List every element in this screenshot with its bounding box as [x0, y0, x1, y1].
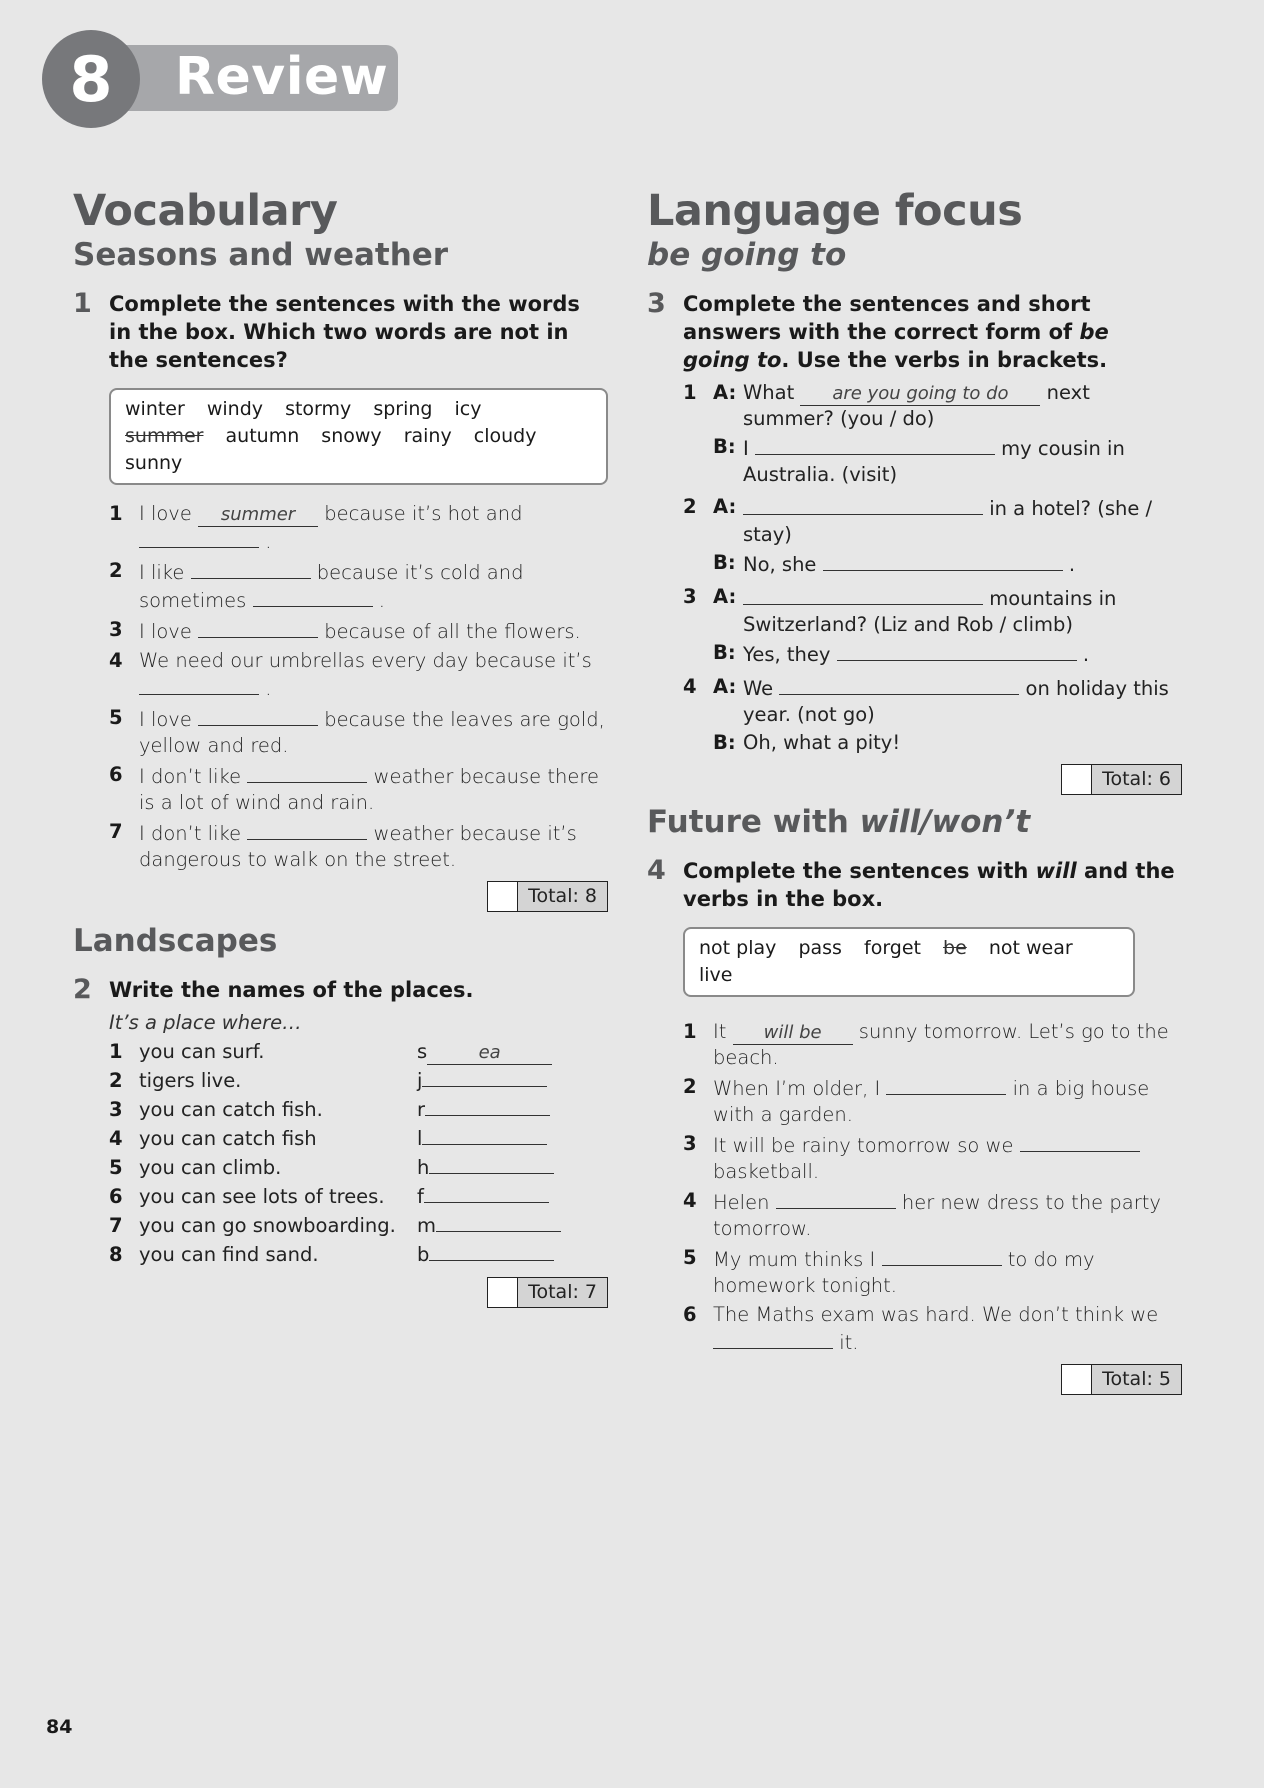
box-word: not wear [988, 937, 1073, 959]
item-number: 2 [109, 1069, 123, 1092]
dialogue-text: I my cousin in Australia. (visit) [743, 434, 1182, 488]
answer-blank[interactable] [743, 584, 983, 605]
box-word: autumn [225, 425, 300, 447]
item-question: you can catch fish. [139, 1098, 323, 1121]
item-number: 1 [683, 381, 697, 404]
answer-blank[interactable] [253, 586, 373, 607]
speaker-label: B: [713, 551, 736, 574]
speaker-label: A: [713, 495, 737, 518]
exercise-instruction: Complete the sentences with the words in the box. Which two words are not in the sentences? [109, 292, 580, 372]
exercise-instruction: Complete the sentences and short answers with the correct form of be going to. Use the verbs in brackets. [683, 292, 1109, 372]
item-question: you can see lots of trees. [139, 1185, 385, 1208]
dialogue-line [683, 640, 1182, 668]
item-number: 4 [683, 1189, 697, 1212]
item-answer: b [417, 1240, 554, 1269]
exercise-2-items [109, 1008, 608, 1269]
word-box [109, 388, 608, 485]
unit-banner [42, 30, 398, 128]
exercise-number: 2 [73, 974, 92, 1005]
vocabulary-subheading: Seasons and weather [73, 237, 449, 273]
answer-blank[interactable] [1020, 1131, 1140, 1152]
item-answer: j [417, 1066, 547, 1095]
item-number: 8 [109, 1243, 123, 1266]
box-word: pass [798, 937, 842, 959]
item-number: 3 [109, 618, 123, 641]
exercise-3-header [647, 290, 1182, 374]
exercise-4-header [647, 857, 1182, 913]
place-item [109, 1211, 608, 1240]
exercise-item [683, 1188, 1182, 1242]
exercise-number: 1 [73, 288, 92, 319]
exercise-intro: It’s a place where… [109, 1011, 302, 1034]
answer-blank[interactable] [886, 1074, 1006, 1095]
language-focus-heading: Language focus [647, 186, 1023, 236]
box-word: spring [373, 398, 433, 420]
exercise-4-items [683, 1019, 1182, 1356]
page-number: 84 [46, 1716, 73, 1738]
answer-blank[interactable] [823, 550, 1063, 571]
language-focus-subheading: be going to [647, 237, 847, 273]
box-word: not play [699, 937, 777, 959]
item-number: 3 [683, 585, 697, 608]
score-total [647, 1364, 1182, 1395]
dialogue-text: mountains in Switzerland? (Liz and Rob / climb) [743, 584, 1182, 638]
exercise-3-dialogues [683, 380, 1182, 756]
box-word: rainy [403, 425, 452, 447]
answer-blank[interactable] [429, 1153, 554, 1174]
dialogue-line [683, 380, 1182, 432]
item-answer: l [417, 1124, 547, 1153]
answer-blank[interactable] [247, 762, 367, 783]
dialogue-text: We on holiday this year. (not go) [743, 674, 1182, 728]
exercise-item [109, 501, 608, 555]
score-total [73, 881, 608, 912]
answer-blank[interactable]: ea [427, 1044, 552, 1065]
answer-blank[interactable] [743, 494, 983, 515]
place-item [109, 1240, 608, 1269]
dialogue-line [683, 584, 1182, 638]
exercise-instruction: Complete the sentences with will and the verbs in the box. [683, 859, 1175, 911]
score-input[interactable] [1062, 765, 1092, 794]
item-question: you can go snowboarding. [139, 1214, 396, 1237]
item-text: It will be sunny tomorrow. Let’s go to the beach. [713, 1020, 1169, 1069]
score-input[interactable] [488, 882, 518, 911]
item-number: 4 [683, 675, 697, 698]
banner-title: Review [175, 47, 389, 107]
dialogue-line [683, 494, 1182, 548]
answer-blank[interactable] [422, 1066, 547, 1087]
answer-blank[interactable] [755, 434, 995, 455]
item-number: 5 [109, 706, 123, 729]
box-word: icy [454, 398, 482, 420]
item-number: 1 [109, 1040, 123, 1063]
item-text: I love because of all the flowers. [139, 617, 608, 645]
item-number: 6 [109, 1185, 123, 1208]
score-input[interactable] [1062, 1365, 1092, 1394]
answer-blank[interactable] [247, 819, 367, 840]
exercise-item [109, 705, 608, 759]
exercise-item [109, 762, 608, 816]
item-number [683, 550, 713, 578]
item-text: I love because the leaves are gold, yellow and red. [139, 705, 608, 759]
left-column [73, 186, 608, 1308]
item-number: 4 [109, 649, 123, 672]
place-item [109, 1153, 608, 1182]
future-heading: Future with will/won’t [647, 804, 1031, 840]
box-word: windy [206, 398, 264, 420]
item-number: 3 [109, 1098, 123, 1121]
speaker-label: B: [713, 435, 736, 458]
item-number: 6 [683, 1303, 697, 1326]
item-text: I don’t like weather because there is a lot of wind and rain. [139, 762, 608, 816]
box-word: sunny [125, 452, 183, 474]
exercise-instruction: Write the names of the places. [109, 978, 474, 1002]
exercise-item [683, 1245, 1182, 1299]
unit-number-badge: 8 [42, 30, 140, 128]
item-text: I don’t like weather because it’s dangerous to walk on the street. [139, 819, 608, 873]
place-item [109, 1124, 608, 1153]
answer-blank[interactable]: are you going to do [800, 385, 1040, 406]
item-number: 2 [683, 1075, 697, 1098]
box-word: be [943, 937, 967, 959]
total-label: Total: 5 [1092, 1365, 1181, 1394]
speaker-label: A: [713, 585, 737, 608]
answer-blank[interactable] [425, 1095, 550, 1116]
item-number: 1 [683, 1020, 697, 1043]
answer-blank[interactable] [779, 674, 1019, 695]
item-text: When I’m older, I in a big house with a garden. [713, 1074, 1182, 1128]
box-word: winter [125, 398, 185, 420]
dialogue-text: in a hotel? (she / stay) [743, 494, 1182, 548]
answer-blank[interactable] [436, 1211, 561, 1232]
dialogue-line [683, 550, 1182, 578]
answer-blank[interactable] [139, 674, 259, 695]
landscapes-heading: Landscapes [73, 923, 278, 959]
dialogue-line [683, 674, 1182, 728]
answer-blank[interactable] [422, 1124, 547, 1145]
speaker-label: A: [713, 381, 737, 404]
item-number: 1 [109, 502, 123, 525]
exercise-1-header [73, 290, 608, 374]
item-number [683, 730, 713, 756]
item-text: I like because it’s cold and sometimes . [139, 558, 608, 614]
exercise-item [683, 1074, 1182, 1128]
score-input[interactable] [488, 1278, 518, 1307]
dialogue-text: Oh, what a pity! [743, 731, 901, 754]
item-question: you can find sand. [139, 1243, 319, 1266]
exercise-item [683, 1131, 1182, 1185]
exercise-item [109, 819, 608, 873]
speaker-label: B: [713, 731, 736, 754]
speaker-label: B: [713, 641, 736, 664]
item-answer: s ea [417, 1037, 552, 1066]
item-text: My mum thinks I to do my homework tonight. [713, 1245, 1182, 1299]
dialogue-text: What are you going to do next summer? (you / do) [743, 381, 1090, 430]
exercise-number: 4 [647, 855, 666, 886]
item-text: The Maths exam was hard. We don’t think we it. [713, 1303, 1159, 1354]
item-number: 7 [109, 820, 123, 843]
item-text: It will be rainy tomorrow so we basketball. [713, 1131, 1182, 1185]
place-item [109, 1066, 608, 1095]
score-total [73, 1277, 608, 1308]
item-number: 2 [683, 495, 697, 518]
item-text: We need our umbrellas every day because it’s . [139, 649, 592, 700]
verb-box [683, 927, 1135, 997]
box-word: summer [125, 425, 204, 447]
answer-blank[interactable] [139, 527, 259, 548]
place-item [109, 1095, 608, 1124]
exercise-item [109, 648, 608, 702]
dialogue-text: No, she . [743, 550, 1182, 578]
exercise-item [109, 558, 608, 614]
answer-blank[interactable] [429, 1240, 554, 1261]
exercise-item [109, 617, 608, 645]
item-number: 2 [109, 559, 123, 582]
item-text: I love summer because it’s hot and . [139, 502, 523, 553]
answer-blank[interactable] [882, 1245, 1002, 1266]
item-number: 3 [683, 1132, 697, 1155]
dialogue-text: Yes, they . [743, 640, 1182, 668]
item-number: 4 [109, 1127, 123, 1150]
total-label: Total: 7 [518, 1278, 607, 1307]
box-word: forget [864, 937, 921, 959]
answer-blank[interactable]: will be [733, 1024, 853, 1045]
exercise-number: 3 [647, 288, 666, 319]
item-answer: r [417, 1095, 550, 1124]
item-question: you can climb. [139, 1156, 282, 1179]
item-question: you can surf. [139, 1040, 265, 1063]
vocabulary-heading: Vocabulary [73, 186, 338, 236]
answer-blank[interactable] [191, 558, 311, 579]
box-word: cloudy [473, 425, 537, 447]
item-question: tigers live. [139, 1069, 242, 1092]
place-item [109, 1182, 608, 1211]
right-column [647, 186, 1182, 1395]
exercise-2-header [73, 976, 608, 1004]
item-number: 5 [683, 1246, 697, 1269]
item-number: 6 [109, 763, 123, 786]
speaker-label: A: [713, 675, 737, 698]
item-question: you can catch fish [139, 1127, 317, 1150]
dialogue-line [683, 434, 1182, 488]
total-label: Total: 8 [518, 882, 607, 911]
box-word: snowy [321, 425, 382, 447]
exercise-item [683, 1019, 1182, 1071]
answer-blank[interactable] [837, 640, 1077, 661]
exercise-1-items [109, 501, 608, 873]
item-answer: f [417, 1182, 549, 1211]
total-label: Total: 6 [1092, 765, 1181, 794]
box-word: live [699, 964, 733, 986]
item-number [683, 434, 713, 488]
answer-blank[interactable] [424, 1182, 549, 1203]
item-answer: m [417, 1211, 561, 1240]
item-number: 7 [109, 1214, 123, 1237]
item-number [683, 640, 713, 668]
item-answer: h [417, 1153, 554, 1182]
score-total [647, 764, 1182, 795]
exercise-item [683, 1302, 1182, 1356]
answer-blank[interactable] [198, 617, 318, 638]
item-text: Helen her new dress to the party tomorrow. [713, 1188, 1182, 1242]
answer-blank[interactable]: summer [198, 506, 318, 527]
place-item [109, 1037, 608, 1066]
box-word: stormy [285, 398, 352, 420]
dialogue-line [683, 730, 1182, 756]
answer-blank[interactable] [198, 705, 318, 726]
answer-blank[interactable] [713, 1328, 833, 1349]
answer-blank[interactable] [776, 1188, 896, 1209]
item-number: 5 [109, 1156, 123, 1179]
